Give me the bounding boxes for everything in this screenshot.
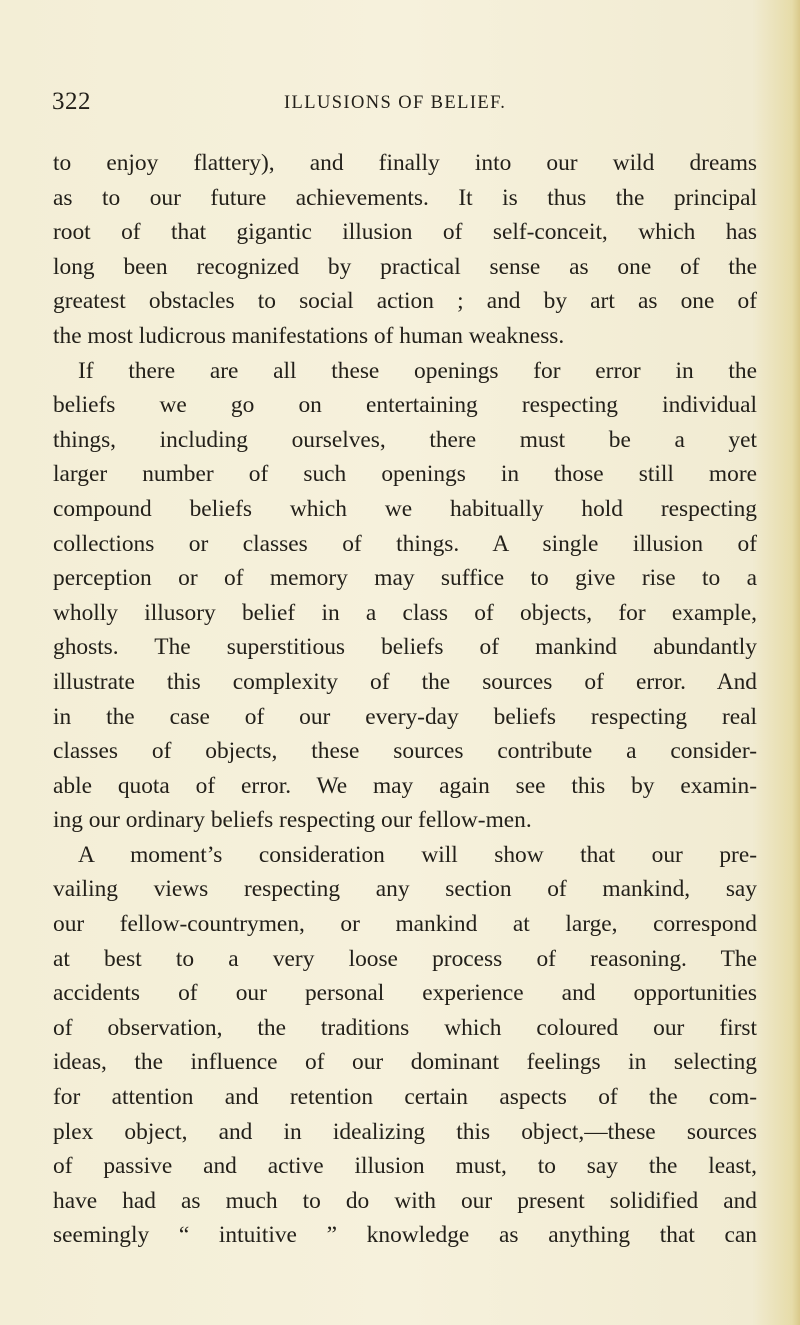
- body-text: [53, 146, 757, 1253]
- text-line: seemingly “ intuitive ” knowledge as anything that can: [53, 1222, 757, 1249]
- text-line: to enjoy flattery), and finally into our wild dreams: [53, 150, 757, 176]
- page-number: 322: [52, 88, 91, 115]
- text-line: ing our ordinary beliefs respecting our fellow-men.: [53, 807, 532, 834]
- paragraph-start-line: If there are all these openings for error in the: [78, 357, 757, 384]
- text-line: things, including ourselves, there must be a yet: [53, 426, 757, 453]
- text-line: classes of objects, these sources contribute a consider-: [53, 738, 757, 765]
- text-line: at best to a very loose process of reasoning. The: [53, 945, 757, 972]
- text-line: our fellow-countrymen, or mankind at large, correspond: [53, 911, 757, 938]
- text-line: larger number of such openings in those still more: [53, 461, 757, 488]
- text-line: wholly illusory belief in a class of objects, for example,: [53, 599, 757, 626]
- text-line: ghosts. The superstitious beliefs of mankind abundantly: [53, 634, 757, 661]
- text-line: greatest obstacles to social action ; and by art as one of: [53, 288, 757, 315]
- text-line: long been recognized by practical sense as one of the: [53, 253, 757, 280]
- text-line: plex object, and in idealizing this object,—these sources: [53, 1118, 757, 1145]
- text-line: in the case of our every-day beliefs respecting real: [53, 703, 757, 730]
- text-line: of passive and active illusion must, to say the least,: [53, 1153, 757, 1180]
- text-line: illustrate this complexity of the sources of error. And: [53, 668, 757, 695]
- paragraph-start-line: A moment’s consideration will show that our pre-: [78, 841, 757, 868]
- running-title: ILLUSIONS OF BELIEF.: [284, 93, 507, 113]
- text-line: able quota of error. We may again see this by examin-: [53, 772, 757, 799]
- text-line: beliefs we go on entertaining respecting individual: [53, 392, 757, 419]
- text-line: vailing views respecting any section of mankind, say: [53, 876, 757, 903]
- text-line: collections or classes of things. A single illusion of: [53, 530, 757, 557]
- text-line: accidents of our personal experience and opportunities: [53, 980, 757, 1007]
- text-line: as to our future achievements. It is thus the principal: [53, 184, 757, 211]
- page-header: [52, 88, 757, 124]
- text-line: have had as much to do with our present solidified and: [53, 1187, 757, 1214]
- text-line: for attention and retention certain aspects of the com-: [53, 1084, 757, 1111]
- text-line: root of that gigantic illusion of self-conceit, which has: [53, 219, 757, 246]
- text-line: the most ludicrous manifestations of human weakness.: [53, 322, 565, 349]
- text-line: compound beliefs which we habitually hold respecting: [53, 495, 757, 522]
- text-line: of observation, the traditions which coloured our first: [53, 1014, 757, 1041]
- text-line: perception or of memory may suffice to give rise to a: [53, 565, 757, 592]
- text-line: ideas, the influence of our dominant feelings in selecting: [53, 1049, 757, 1076]
